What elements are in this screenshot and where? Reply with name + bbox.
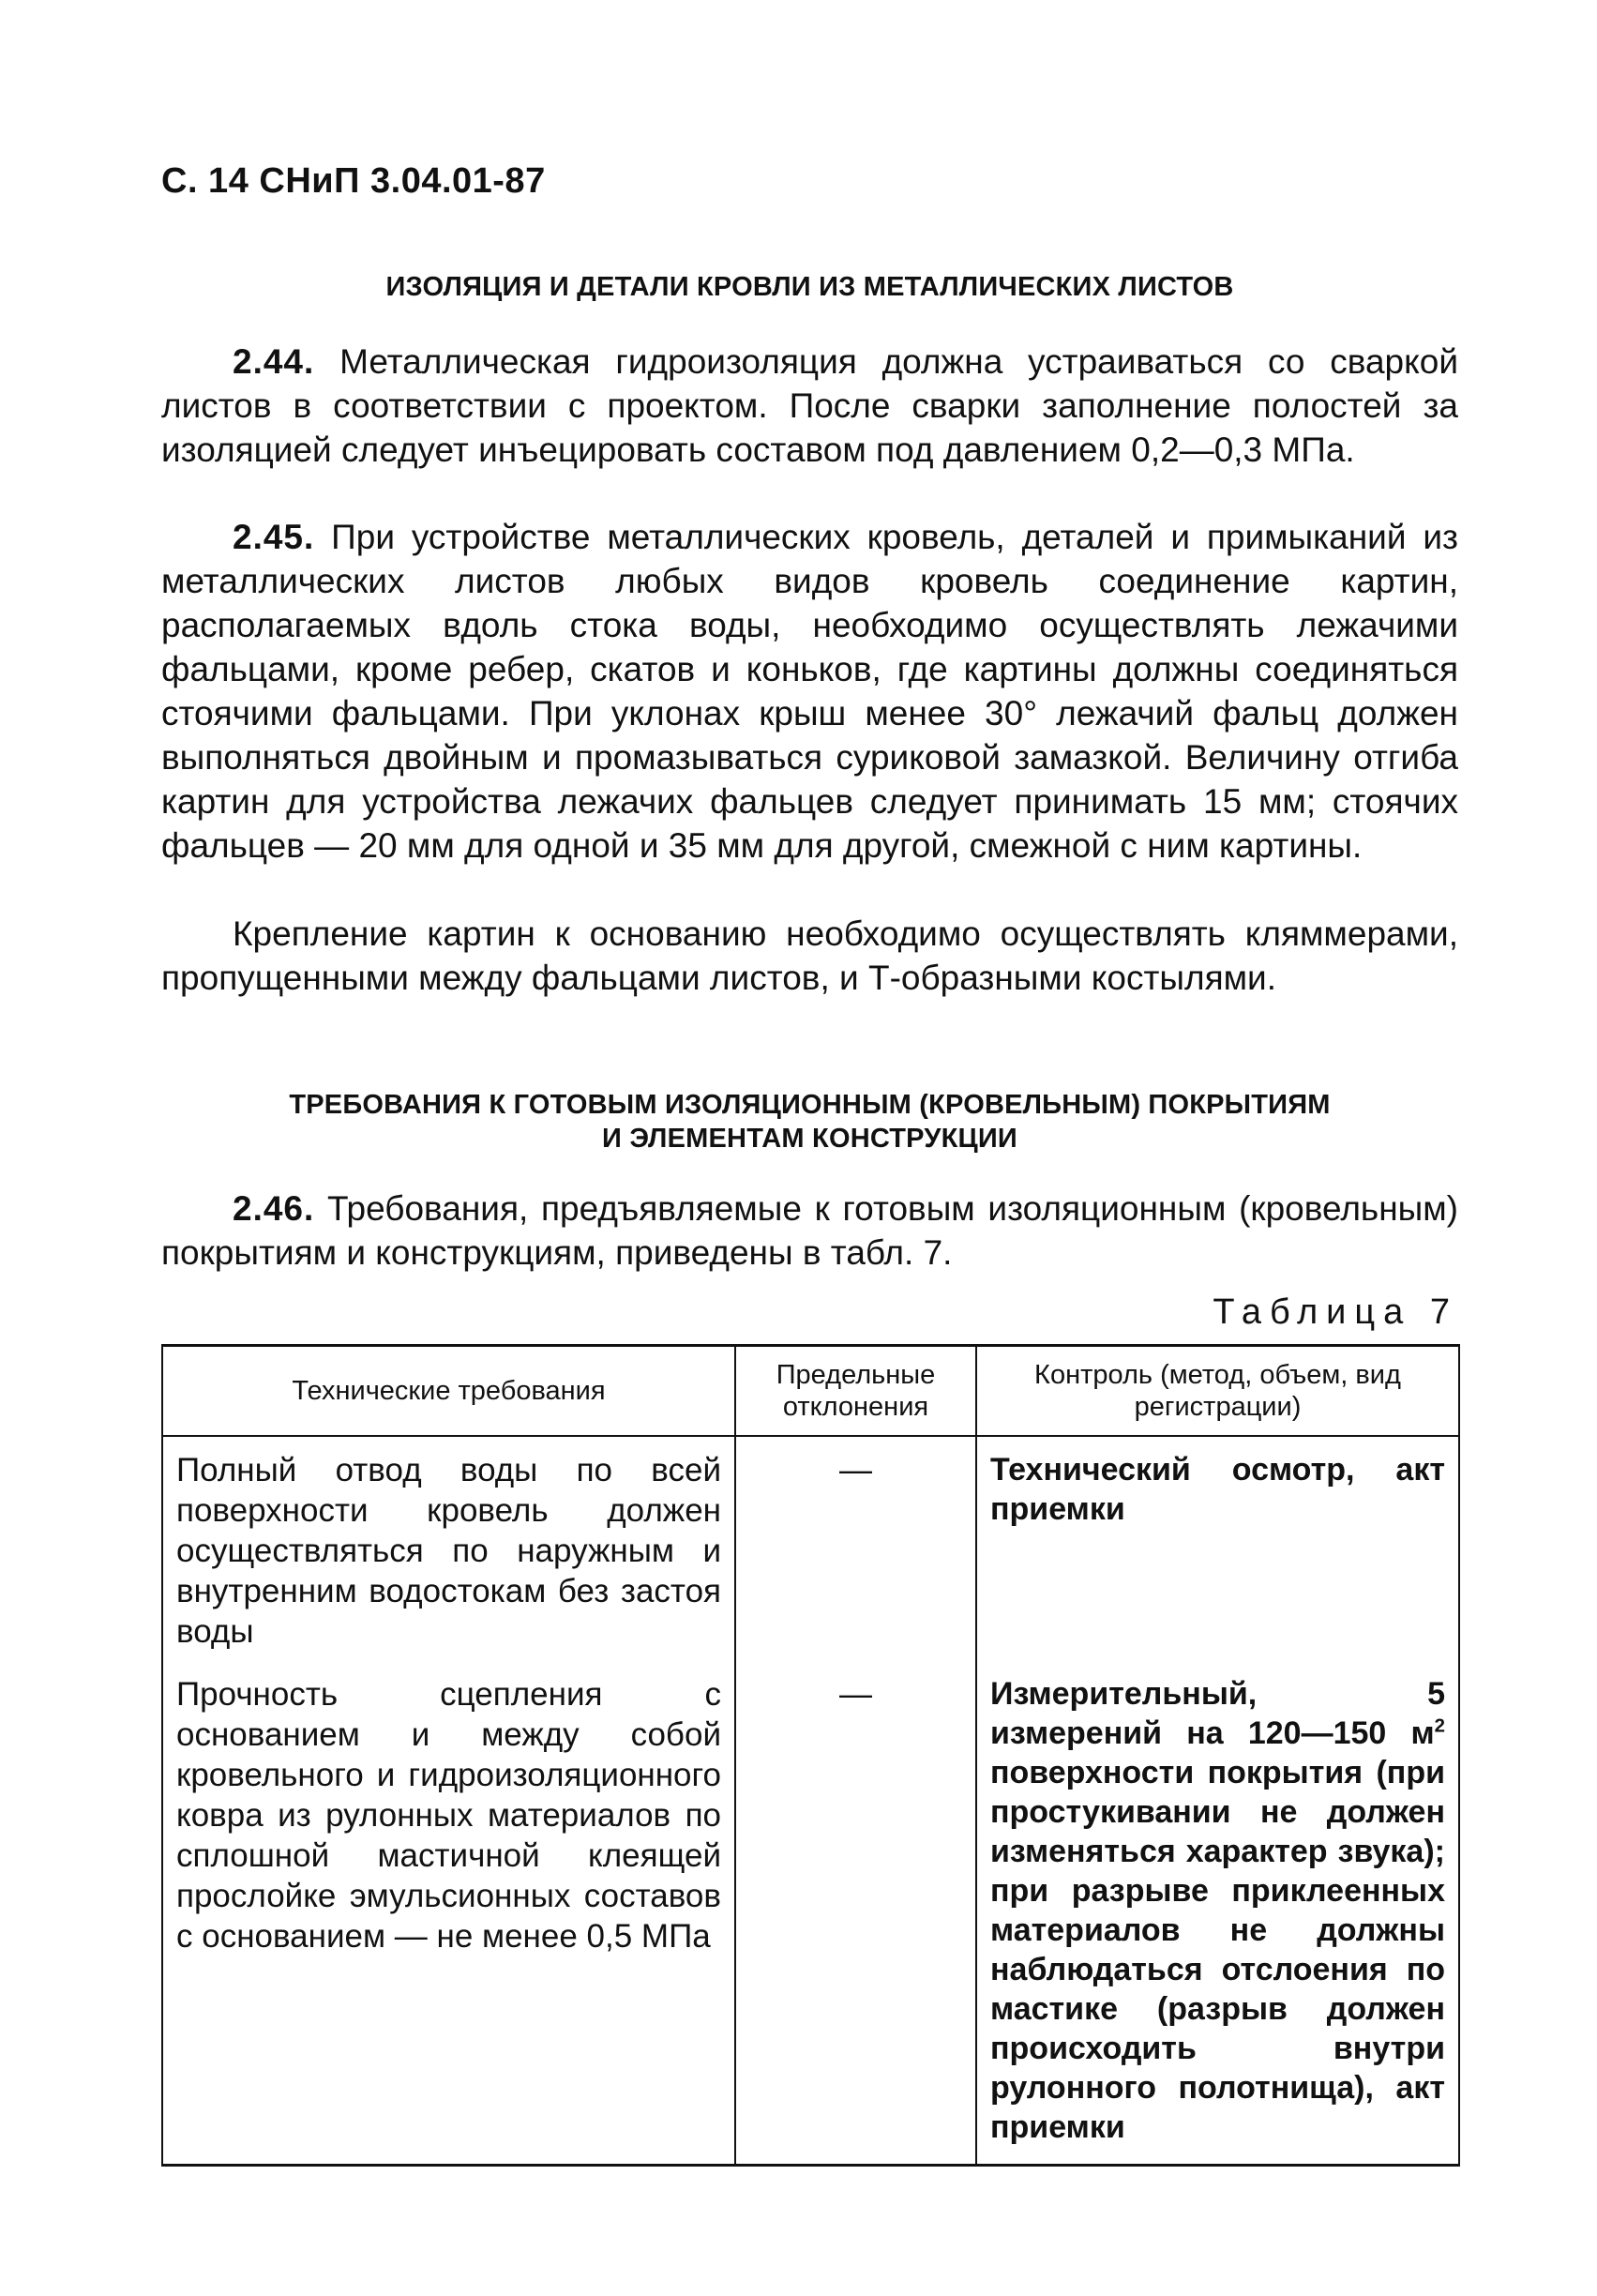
paragraph-text: При устройстве металлических кровель, деталей и примыканий из металлических листов любых видов кровель соединение картин, располагаемых вдоль стока воды, необходимо осуществлять лежачими фальцами, кроме ребер, скатов и коньков, где картины должны соединяться стоячими фальцами. При уклонах крыш менее 30° лежачий фальц должен выполняться двойным и промазываться суриковой замазкой. Величину отгиба картин для устройства лежачих фальцев следует принимать 15 мм; стоячих фальцев — 20 мм для одной и 35 мм для другой, смежной с ним картины. xyxy=(161,518,1458,865)
cell-requirement: Прочность сцепления с основанием и между собой кровельного и гидроизоляционного ковра из рулонных материалов по сплошной мастичной клеящей прослойке эмульсионных составов с основанием — не менее 0,5 МПа xyxy=(162,1661,735,2166)
paragraph-2-46 xyxy=(161,1186,1458,1275)
paragraph-text: Требования, предъявляемые к готовым изоляционным (кровельным) покрытиям и конструкциям, приведены в табл. 7. xyxy=(161,1189,1458,1272)
paragraph-number: 2.46. xyxy=(233,1189,315,1228)
control-superscript: 2 xyxy=(1434,1715,1445,1737)
table-header-row xyxy=(162,1346,1459,1437)
cell-requirement: Полный отвод воды по всей поверхности кровель должен осуществляться по наружным и внутренним водостокам без застоя воды xyxy=(162,1436,735,1661)
table-row xyxy=(162,1661,1459,2166)
running-head: С. 14 СНиП 3.04.01-87 xyxy=(161,161,546,201)
section-title-finished-coatings xyxy=(161,1088,1458,1156)
paragraph-2-45 xyxy=(161,515,1458,868)
section-title-metal-sheets: ИЗОЛЯЦИЯ И ДЕТАЛИ КРОВЛИ ИЗ МЕТАЛЛИЧЕСКИХ ЛИСТОВ xyxy=(385,272,1234,302)
paragraph-number: 2.45. xyxy=(233,518,315,556)
cell-deviation: — xyxy=(735,1661,976,2166)
control-text: Измерительный, 5 измерений на 120—150 м xyxy=(990,1676,1445,1751)
cell-control: Технический осмотр, акт приемки xyxy=(976,1436,1459,1661)
section-title-line: ТРЕБОВАНИЯ К ГОТОВЫМ ИЗОЛЯЦИОННЫМ (КРОВЕЛЬНЫМ) ПОКРЫТИЯМ xyxy=(289,1090,1331,1120)
table-row xyxy=(162,1436,1459,1661)
table-caption: Таблица 7 xyxy=(1213,1292,1458,1332)
paragraph-2-45-fastening xyxy=(161,912,1458,1000)
header-control: Контроль (метод, объем, вид регистрации) xyxy=(976,1346,1459,1437)
control-text: поверхности покрытия (при простукивании не должен изменяться характер звука); при разрыве приклеенных материалов не должны наблюдаться отслоения по мастике (разрыв должен происходить внутри рулонного полотнища), акт приемки xyxy=(990,1755,1445,2145)
header-limit-deviations: Предельные отклонения xyxy=(735,1346,976,1437)
paragraph-text: Металлическая гидроизоляция должна устраиваться со сваркой листов в соответствии с проектом. После сварки заполнение полостей за изоляцией следует инъецировать составом под давлением 0,2—0,3 МПа. xyxy=(161,342,1458,469)
paragraph-number: 2.44. xyxy=(233,342,315,381)
cell-deviation: — xyxy=(735,1436,976,1661)
section-title-line: И ЭЛЕМЕНТАМ КОНСТРУКЦИИ xyxy=(602,1124,1017,1154)
paragraph-text: Крепление картин к основанию необходимо осуществлять кляммерами, пропущенными между фальцами листов, и Т-образными костылями. xyxy=(161,914,1458,997)
cell-control xyxy=(976,1661,1459,2166)
requirements-table xyxy=(161,1344,1460,2167)
paragraph-2-44 xyxy=(161,340,1458,472)
header-technical-requirements: Технические требования xyxy=(162,1346,735,1437)
